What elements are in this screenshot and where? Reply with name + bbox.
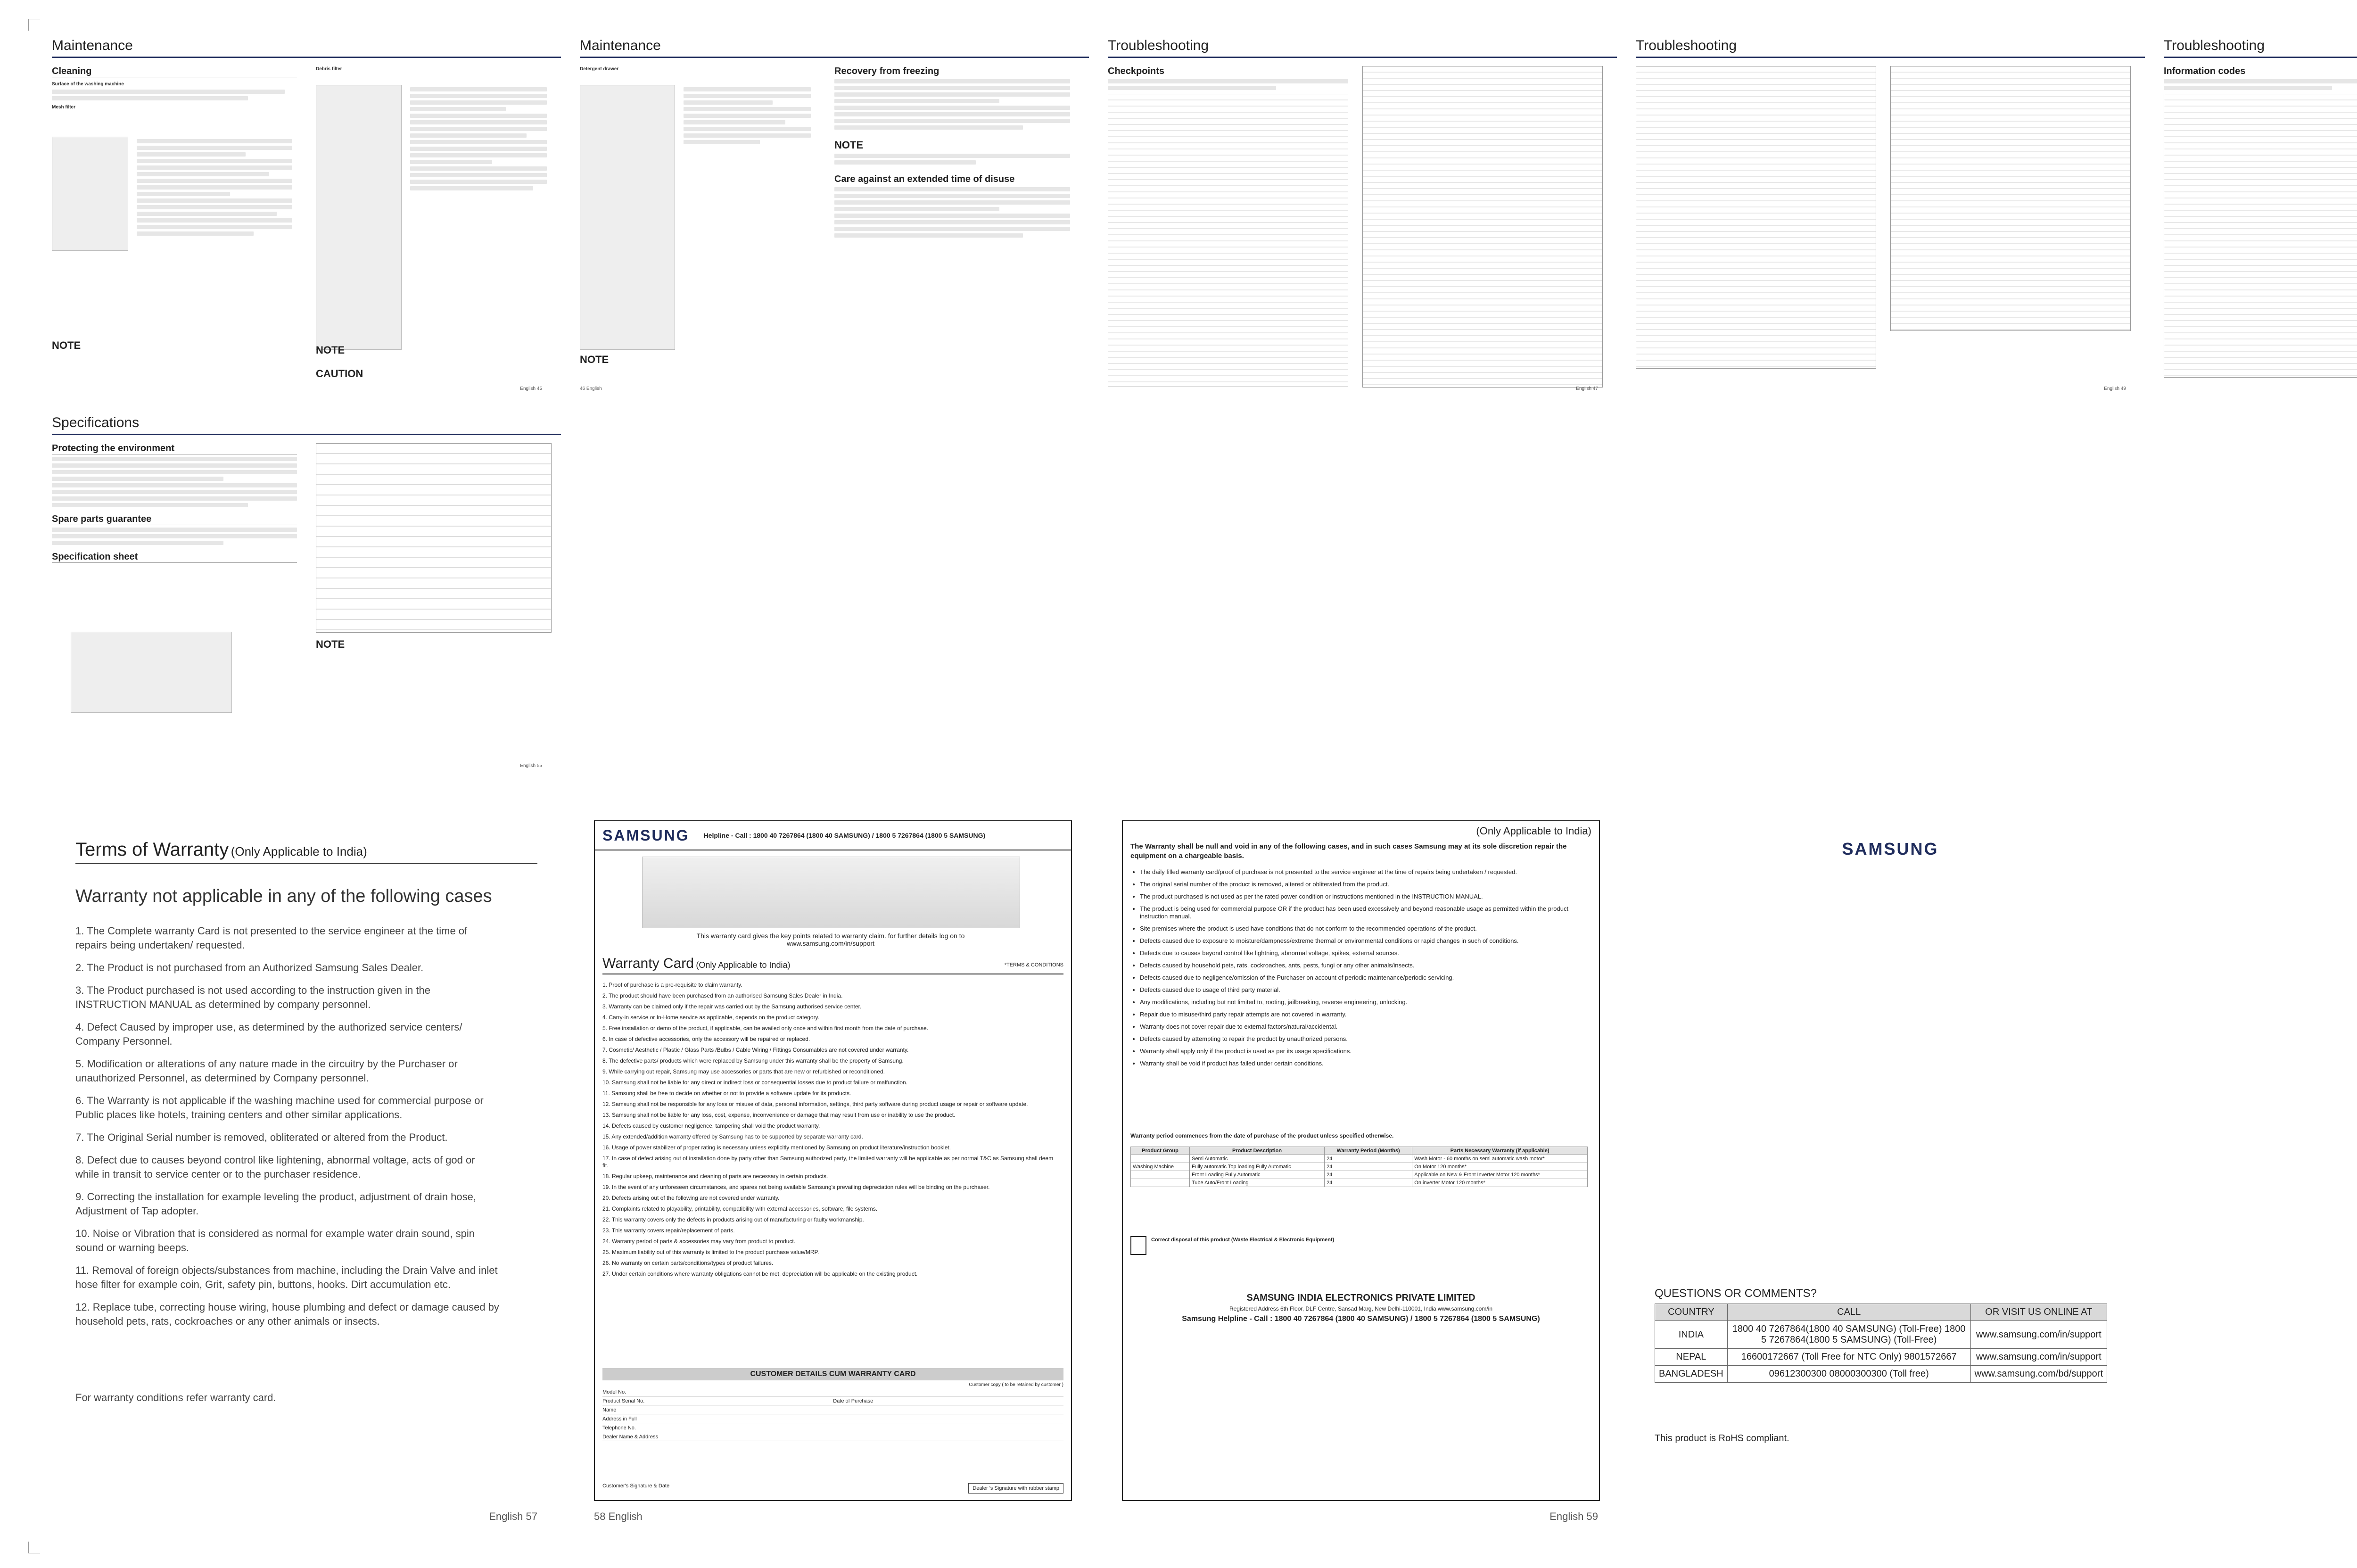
- table-cell: INDIA: [1655, 1321, 1728, 1349]
- questions-heading: QUESTIONS OR COMMENTS?: [1655, 1287, 1817, 1300]
- helpline: Helpline - Call : 1800 40 7267864 (1800 40 SAMSUNG) / 1800 5 7267864 (1800 5 SAMSUNG): [703, 832, 986, 839]
- page-title: Specifications: [52, 415, 561, 435]
- warranty-exclusions-list: [75, 924, 500, 1337]
- rohs-note: This product is RoHS compliant.: [1655, 1433, 1789, 1444]
- warranty-condition-item: 21. Complaints related to playability, printability, compatibility with external accessories, software, file systems.: [602, 1205, 878, 1212]
- table-cell: [1131, 1179, 1190, 1187]
- support-link[interactable]: www.samsung.com/in/support: [1970, 1321, 2107, 1349]
- tagline: This warranty card gives the key points related to warranty claim. for further details log on to www.samsung.com/in/support: [696, 932, 965, 947]
- void-condition-item: • Defects caused by household pets, rats, cockroaches, ants, pests, fungi or any other animals/insects.: [1140, 962, 1588, 969]
- subheading: Checkpoints: [1108, 66, 1165, 76]
- subheading: Surface of the washing machine: [52, 82, 124, 87]
- table-cell: [1131, 1155, 1190, 1163]
- page-number: English 59: [1549, 1510, 1598, 1522]
- support-link[interactable]: www.samsung.com/in/support: [1970, 1349, 2107, 1366]
- warranty-card-page: [580, 811, 1089, 1537]
- subheading: Mesh filter: [52, 105, 76, 110]
- page-title: Maintenance: [580, 38, 1089, 58]
- table-cell: On inverter Motor 120 months*: [1412, 1179, 1588, 1187]
- void-condition-item: • The product purchased is not used as per the rated power condition or instructions mentioned in the INSTRUCTION MANUAL.: [1140, 893, 1588, 900]
- void-condition-item: • Defects caused due to usage of third party material.: [1140, 986, 1588, 994]
- warranty-title: Terms of Warranty: [75, 839, 229, 860]
- customer-details-title: CUSTOMER DETAILS CUM WARRANTY CARD: [602, 1368, 1063, 1380]
- warranty-condition-item: 9. While carrying out repair, Samsung may use accessories or parts that are new or refurbished or reconditioned.: [602, 1068, 885, 1075]
- void-condition-item: • Defects caused due to negligence/omission of the Purchaser on account of periodic maintenance/periodic servicing.: [1140, 974, 1588, 982]
- table-cell: Applicable on New & Front Inverter Motor 120 months*: [1412, 1171, 1588, 1179]
- warranty-condition-item: 22. This warranty covers only the defects in products arising out of manufacturing or faulty workmanship.: [602, 1216, 864, 1223]
- date-of-purchase-label: Date of Purchase: [833, 1398, 874, 1404]
- void-condition-item: • The daily filled warranty card/proof of purchase is not presented to the service engineer at the time of repairs being undertaken / requested.: [1140, 868, 1588, 876]
- warranty-condition-item: 11. Samsung shall be free to decide on whether or not to provide a software update for its products.: [602, 1090, 851, 1097]
- warranty-condition-item: 18. Regular upkeep, maintenance and cleaning of parts are necessary in certain products.: [602, 1173, 828, 1180]
- page-number: 46 English: [580, 386, 602, 391]
- figure-detergent-drawer: [580, 85, 675, 350]
- customer-copy-label: Customer copy ( to be retained by customer ): [969, 1382, 1063, 1387]
- warranty-exclusion-item: 11. Removal of foreign objects/substances from machine, including the Drain Valve and inlet hose filter for example coin, Grit, safety pin, buttons, hooks. Dirt accumulation etc.: [75, 1264, 498, 1290]
- page-title: Troubleshooting: [2164, 38, 2357, 58]
- warranty-card: [594, 820, 1072, 1501]
- warranty-condition-item: 7. Cosmetic/ Aesthetic / Plastic / Glass Parts /Bulbs / Cable Wiring / Fittings Consumables are not covered under warranty.: [602, 1047, 909, 1053]
- customer-field[interactable]: [602, 1434, 1063, 1441]
- header-note: (Only Applicable to India): [1476, 825, 1591, 837]
- table-column-header: COUNTRY: [1655, 1304, 1728, 1321]
- manual-page-maintenance-cleaning: [52, 38, 561, 405]
- warranty-closing: For warranty conditions refer warranty card.: [75, 1392, 276, 1403]
- table-cell: On Motor 120 months*: [1412, 1163, 1588, 1171]
- table-row: [1131, 1155, 1588, 1163]
- warranty-exclusion-item: 6. The Warranty is not applicable if the washing machine used for commercial purpose or Public places like hotels, training centers and other similar applications.: [75, 1095, 484, 1121]
- subheading: Debris filter: [316, 66, 342, 72]
- table-cell: 24: [1325, 1155, 1412, 1163]
- spec-table: [316, 443, 552, 633]
- table-cell: 24: [1325, 1163, 1412, 1171]
- subheading: Care against an extended time of disuse: [834, 174, 1015, 184]
- page-title: Troubleshooting: [1108, 38, 1617, 58]
- warranty-exclusion-item: 7. The Original Serial number is removed, obliterated or altered from the Product.: [75, 1131, 448, 1143]
- page-title: Maintenance: [52, 38, 561, 58]
- warranty-condition-item: 15. Any extended/addition warranty offered by Samsung has to be supported by separate warranty card.: [602, 1133, 863, 1140]
- void-condition-item: • The original serial number of the product is removed, altered or obliterated from the product.: [1140, 881, 1588, 888]
- subheading: Spare parts guarantee: [52, 514, 297, 525]
- figure-dimensions: [71, 632, 232, 713]
- warranty-condition-item: 24. Warranty period of parts & accessories may vary from product to product.: [602, 1238, 796, 1245]
- subheading: Protecting the environment: [52, 443, 297, 454]
- manual-page-information-codes: [2164, 38, 2357, 405]
- customer-field-label: Address in Full: [602, 1416, 637, 1422]
- warranty-condition-item: 17. In case of defect arising out of installation done by party other than Samsung authorized party, the limited warranty will be applicable as per normal T&C as Samsung shall deem fit.: [602, 1155, 1054, 1169]
- customer-fields: [602, 1389, 1063, 1441]
- caution-label: CAUTION: [316, 368, 363, 380]
- company-name: SAMSUNG INDIA ELECTRONICS PRIVATE LIMITED: [1246, 1293, 1475, 1303]
- table-cell: 24: [1325, 1179, 1412, 1187]
- company-address: Registered Address 6th Floor, DLF Centre, Sansad Marg, New Delhi-110001, India www.samsung.com/in: [1229, 1305, 1493, 1312]
- warranty-title-suffix: (Only Applicable to India): [231, 844, 367, 858]
- table-cell: Tube Auto/Front Loading: [1190, 1179, 1325, 1187]
- page-number: 58 English: [594, 1510, 643, 1522]
- page-number: English 45: [520, 386, 542, 391]
- subheading: Recovery from freezing: [834, 66, 940, 76]
- page-number: English 47: [1576, 386, 1598, 391]
- warranty-condition-item: 19. In the event of any unforeseen circumstances, and spares not being available Samsung's prevailing depreciation rules will be binding on the purchaser.: [602, 1184, 990, 1190]
- terms-label: *TERMS & CONDITIONS: [1004, 962, 1063, 968]
- page-title: Troubleshooting: [1636, 38, 2145, 58]
- warranty-exclusion-item: 5. Modification or alterations of any nature made in the circuitry by the Purchaser or unauthorized Personnel, as determined by Company personnel.: [75, 1058, 458, 1084]
- warranty-condition-item: 1. Proof of purchase is a pre-requisite to claim warranty.: [602, 982, 742, 988]
- manual-page-maintenance-detergent: [580, 38, 1089, 405]
- warranty-heading: Warranty not applicable in any of the following cases: [75, 886, 492, 906]
- table-cell: 16600172667 (Toll Free for NTC Only) 9801572667: [1727, 1349, 1970, 1366]
- manual-page-troubleshooting-2: [1636, 38, 2145, 405]
- subheading: Specification sheet: [52, 552, 297, 563]
- warranty-exclusion-item: 8. Defect due to causes beyond control like lightening, abnormal voltage, acts of god or while in transit to service center or to the purchaser residence.: [75, 1154, 475, 1180]
- customer-field-label: Model No.: [602, 1389, 626, 1395]
- table-header-note: Warranty period commences from the date of purchase of the product unless specified otherwise.: [1130, 1132, 1394, 1139]
- contact-row: [1655, 1321, 2107, 1349]
- customer-field[interactable]: [602, 1425, 1063, 1432]
- warranty-exclusion-item: 2. The Product is not purchased from an Authorized Samsung Sales Dealer.: [75, 962, 424, 974]
- warranty-condition-item: 27. Under certain conditions where warranty obligations cannot be met, depreciation will be applicable on the existing product.: [602, 1271, 918, 1277]
- checkpoints-table: [1108, 94, 1348, 387]
- contact-row: [1655, 1349, 2107, 1366]
- crop-mark: [28, 19, 40, 31]
- note-label: NOTE: [834, 139, 864, 151]
- table-cell: Fully automatic Top loading Fully Automatic: [1190, 1163, 1325, 1171]
- figure-debris-filter: [316, 85, 402, 350]
- void-condition-item: • Site premises where the product is used have conditions that do not conform to the recommended operations of the product.: [1140, 925, 1588, 933]
- disposal-icon: [1130, 1236, 1146, 1255]
- customer-field-label: Telephone No.: [602, 1425, 636, 1431]
- appliance-banner: [642, 857, 1020, 928]
- table-cell: 1800 40 7267864(1800 40 SAMSUNG) (Toll-Free) 1800 5 7267864(1800 5 SAMSUNG) (Toll-Free): [1727, 1321, 1970, 1349]
- manual-page-specifications: [52, 415, 561, 783]
- warranty-condition-item: 3. Warranty can be claimed only if the repair was carried out by the Samsung authorised service center.: [602, 1003, 862, 1010]
- back-cover-page: [1636, 811, 2145, 1537]
- table-cell: 09612300300 08000300300 (Toll free): [1727, 1366, 1970, 1383]
- warranty-terms-box: [1122, 820, 1600, 1501]
- table-cell: 24: [1325, 1171, 1412, 1179]
- void-conditions-list: [1130, 868, 1588, 1072]
- warranty-exclusion-item: 9. Correcting the installation for example leveling the product, adjustment of drain hose, Adjustment of Tap adopter.: [75, 1191, 476, 1217]
- warranty-condition-item: 16. Usage of power stabilizer of proper rating is necessary unless explicitly mentioned by Samsung on product literature/instruction booklet.: [602, 1144, 951, 1151]
- table-column-header: Parts Necessary Warranty (if applicable): [1412, 1147, 1588, 1155]
- contact-table: [1655, 1304, 2107, 1383]
- void-condition-item: • Defects caused due to exposure to moisture/dampness/extreme thermal or environmental conditions or rapid changes in such of conditions.: [1140, 937, 1588, 945]
- note-label: NOTE: [316, 638, 345, 650]
- samsung-helpline: Samsung Helpline - Call : 1800 40 7267864 (1800 40 SAMSUNG) / 1800 5 7267864 (1800 5 SAMSUNG): [1182, 1315, 1540, 1323]
- checkpoints-table-cont: [1362, 66, 1603, 388]
- table-cell: Semi Automatic: [1190, 1155, 1325, 1163]
- void-condition-item: • Warranty does not cover repair due to external factors/natural/accidental.: [1140, 1023, 1588, 1031]
- manual-page-troubleshooting-1: [1108, 38, 1617, 405]
- void-condition-item: • Repair due to misuse/third party repair attempts are not covered in warranty.: [1140, 1011, 1588, 1018]
- table-cell: BANGLADESH: [1655, 1366, 1728, 1383]
- samsung-logo: SAMSUNG: [602, 826, 690, 844]
- customer-field-label: Dealer Name & Address: [602, 1434, 658, 1440]
- table-column-header: CALL: [1727, 1304, 1970, 1321]
- terms-of-warranty-page: [52, 811, 561, 1537]
- void-condition-item: • The product is being used for commercial purpose OR if the product has been used excessively and beyond reasonable usage as permitted within the product instruction manual.: [1140, 905, 1588, 920]
- samsung-logo: SAMSUNG: [1842, 839, 1939, 858]
- table-cell: Wash Motor - 60 months on semi automatic wash motor*: [1412, 1155, 1588, 1163]
- note-label: NOTE: [316, 344, 345, 356]
- note-label: NOTE: [580, 354, 609, 365]
- table-column-header: Product Description: [1190, 1147, 1325, 1155]
- dealer-signature-label: Dealer 's Signature with rubber stamp: [968, 1483, 1063, 1494]
- troubleshooting-table: [1636, 66, 1876, 369]
- warranty-exclusion-item: 12. Replace tube, correcting house wiring, house plumbing and defect or damage caused by household pets, rats, cockroaches or any other animals or insects.: [75, 1301, 499, 1327]
- information-codes-table: [2164, 94, 2357, 378]
- warranty-condition-item: 10. Samsung shall not be liable for any direct or indirect loss or consequential losses due to product failure or malfunction.: [602, 1079, 908, 1086]
- table-column-header: OR VISIT US ONLINE AT: [1970, 1304, 2107, 1321]
- warranty-condition-item: 13. Samsung shall not be liable for any loss, cost, expense, inconvenience or damage that may result from use or inability to use the product.: [602, 1112, 956, 1118]
- void-condition-item: • Defects due to causes beyond control like lightning, abnormal voltage, spikes, external sources.: [1140, 949, 1588, 957]
- card-title-suffix: (Only Applicable to India): [696, 960, 791, 970]
- support-link[interactable]: www.samsung.com/bd/support: [1970, 1366, 2107, 1383]
- subheading: Information codes: [2164, 66, 2246, 76]
- contact-row: [1655, 1366, 2107, 1383]
- table-row: [1131, 1171, 1588, 1179]
- note-label: NOTE: [52, 339, 81, 351]
- warranty-exclusion-item: 1. The Complete warranty Card is not presented to the service engineer at the time of repairs being undertaken/ requested.: [75, 925, 468, 951]
- customer-field[interactable]: [602, 1389, 1063, 1396]
- warranty-condition-item: 20. Defects arising out of the following are not covered under warranty.: [602, 1195, 780, 1201]
- warranty-condition-item: 8. The defective parts/ products which were replaced by Samsung under this warranty shall be the property of Samsung.: [602, 1057, 904, 1064]
- page-number: English 49: [2104, 386, 2126, 391]
- warranty-exclusion-item: 10. Noise or Vibration that is considered as normal for example water drain sound, spin sound or warning beeps.: [75, 1228, 475, 1254]
- figure-mesh-filter: [52, 137, 128, 251]
- customer-field[interactable]: [602, 1416, 1063, 1423]
- warranty-condition-item: 23. This warranty covers repair/replacement of parts.: [602, 1227, 735, 1234]
- warranty-condition-item: 2. The product should have been purchased from an authorised Samsung Sales Dealer in India.: [602, 992, 843, 999]
- warranty-terms-page-2: [1108, 811, 1617, 1537]
- table-column-header: Product Group: [1131, 1147, 1190, 1155]
- crop-mark: [28, 1542, 40, 1553]
- void-condition-item: • Any modifications, including but not limited to, rooting, jailbreaking, reverse engineering, unlocking.: [1140, 999, 1588, 1006]
- warranty-condition-item: 14. Defects caused by customer negligence, tampering shall void the product warranty.: [602, 1122, 820, 1129]
- customer-field[interactable]: [602, 1398, 1063, 1405]
- page-number: English 55: [520, 763, 542, 768]
- warranty-exclusion-item: 3. The Product purchased is not used according to the instruction given in the INSTRUCTION MANUAL as determined by company personnel.: [75, 984, 430, 1010]
- warranty-condition-item: 25. Maximum liability out of this warranty is limited to the product purchase value/MRP.: [602, 1249, 819, 1255]
- warranty-conditions-list: [602, 982, 1060, 1281]
- customer-field-label: Product Serial No.: [602, 1398, 645, 1404]
- warranty-condition-item: 5. Free installation or demo of the product, if applicable, can be availed only once and within first month from the date of purchase.: [602, 1025, 929, 1032]
- troubleshooting-table-cont: [1890, 66, 2131, 331]
- customer-field[interactable]: [602, 1407, 1063, 1414]
- void-condition-item: • Warranty shall be void if product has failed under certain conditions.: [1140, 1060, 1588, 1067]
- warranty-condition-item: 26. No warranty on certain parts/conditions/types of product failures.: [602, 1260, 774, 1266]
- warranty-condition-item: 6. In case of defective accessories, only the accessory will be repaired or replaced.: [602, 1036, 810, 1042]
- void-condition-item: • Warranty shall apply only if the product is used as per its usage specifications.: [1140, 1048, 1588, 1055]
- table-row: [1131, 1179, 1588, 1187]
- table-cell: NEPAL: [1655, 1349, 1728, 1366]
- disposal-text: Correct disposal of this product (Waste Electrical & Electronic Equipment): [1151, 1237, 1335, 1243]
- table-row: [1131, 1163, 1588, 1171]
- table-cell: Front Loading Fully Automatic: [1190, 1171, 1325, 1179]
- warranty-condition-item: 12. Samsung shall not be responsible for any loss or misuse of data, personal information, settings, third party software during product usage or repair or software update.: [602, 1101, 1028, 1107]
- card-title: Warranty Card: [602, 956, 694, 971]
- table-cell: Washing Machine: [1131, 1163, 1190, 1171]
- customer-field-label: Name: [602, 1407, 617, 1413]
- customer-signature-label: Customer's Signature & Date: [602, 1483, 670, 1489]
- page-number: English 57: [489, 1510, 537, 1522]
- subheading: Detergent drawer: [580, 66, 619, 72]
- warranty-period-table: [1130, 1147, 1588, 1187]
- section-heading: Cleaning: [52, 66, 297, 77]
- void-condition-item: • Defects caused by attempting to repair the product by unauthorized persons.: [1140, 1035, 1588, 1043]
- table-column-header: Warranty Period (Months): [1325, 1147, 1412, 1155]
- intro-text: The Warranty shall be null and void in any of the following cases, and in such cases Samsung may at its sole discretion repair the equipment on a chargeable basis.: [1130, 842, 1567, 860]
- warranty-exclusion-item: 4. Defect Caused by improper use, as determined by the authorized service centers/ Company Personnel.: [75, 1021, 462, 1047]
- warranty-condition-item: 4. Carry-in service or In-Home service as applicable, depends on the product category.: [602, 1014, 820, 1021]
- table-cell: [1131, 1171, 1190, 1179]
